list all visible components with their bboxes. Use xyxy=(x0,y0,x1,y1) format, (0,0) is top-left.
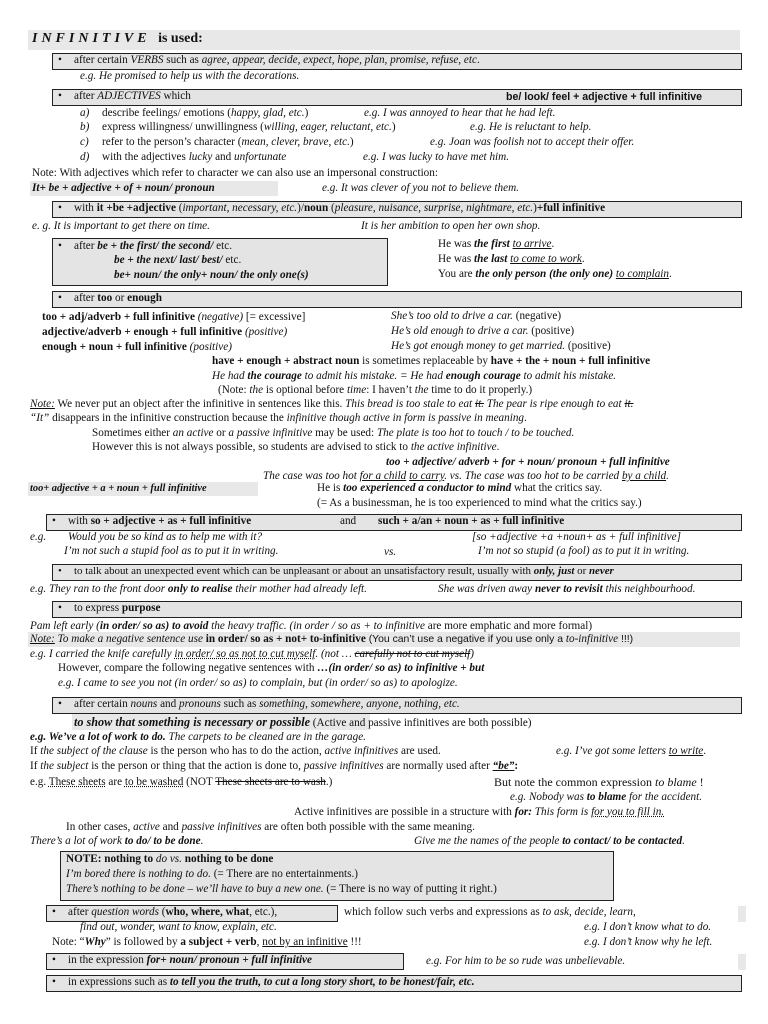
section-first-heading: • after be + the first/ the second/ etc. xyxy=(58,240,233,252)
section-for-heading: • in the expression for+ noun/ pronoun + full infinitive xyxy=(52,954,312,966)
section-too-heading: • after too or enough xyxy=(58,292,162,304)
so-vs: vs. xyxy=(384,546,397,558)
too-example-3: He’s got enough money to get married. (positive) xyxy=(391,340,611,352)
it-be-example-1: e. g. It is important to get there on time. xyxy=(32,220,210,232)
active-subject-rule: If the subject of the clause is the person who has to do the action, active infinitives are used. xyxy=(30,745,441,757)
it-disappears: “It” disappears in the infinitive construction because the infinitive though active in form is passive in meaning. xyxy=(30,412,527,424)
sheets-example: e.g. These sheets are to be washed (NOT These sheets are to wash.) xyxy=(30,776,333,788)
so-and: and xyxy=(340,515,357,527)
first-line-3: be+ noun/ the only+ noun/ the only one(s) xyxy=(114,269,309,281)
passive-subject-rule: If the subject is the person or thing that the action is done to, passive infinitives are normally used after “be”: xyxy=(30,760,519,772)
first-line-2: be + the next/ last/ best/ etc. xyxy=(114,254,242,266)
purpose-example: Pam left early (in order/ so as) to avoid the heavy traffic. (in order / so as + to infinitive are more emphatic and more formal) xyxy=(30,620,593,632)
unexpected-example-1: e.g. They ran to the front door only to realise their mother had already left. xyxy=(30,583,367,595)
adj-item-b: b) express willingness/ unwillingness (willing, eager, reluctant, etc.) xyxy=(80,121,396,133)
so-example-2: I’m not so stupid (a fool) as to put it in writing. xyxy=(478,545,690,557)
adj-item-c-example: e.g. Joan was foolish not to accept their offer. xyxy=(430,136,635,148)
first-example-1: He was the first to arrive. xyxy=(438,238,555,250)
section-purpose-heading: • to express purpose xyxy=(58,602,161,614)
letters-example: e.g. I’ve got some letters to write. xyxy=(556,745,707,757)
adj-item-a: a) describe feelings/ emotions (happy, glad, etc.) xyxy=(80,107,309,119)
why-note: Note: “Why” is followed by a subject + verb, not by an infinitive !!! xyxy=(52,936,362,948)
purpose-note: Note: To make a negative sentence use in order/ so as + not+ to-infinitive (You can’t use a negative if you use only a to-infinitive !!!) xyxy=(30,633,634,645)
adj-item-d-example: e.g. I was lucky to have met him. xyxy=(363,151,510,163)
section-so-heading: • with so + adjective + as + full infinitive xyxy=(52,515,252,527)
too-formula-3: enough + noun + full infinitive (positive) xyxy=(42,341,232,353)
section-question-heading: • after question words (who, where, what, etc.), xyxy=(52,906,278,918)
active-passive-note: Sometimes either an active or a passive infinitive may be used: The plate is too hot to touch / to be touched. xyxy=(92,427,575,439)
so-example-1: Would you be so kind as to help me with it? xyxy=(68,531,263,543)
question-bar-end xyxy=(738,906,746,922)
show-necessary: to show that something is necessary or possible (Active and passive infinitives are both possible) xyxy=(74,715,532,729)
adj-item-a-example: e.g. I was annoyed to hear that he had left. xyxy=(364,107,556,119)
both-possible-note: In other cases, active and passive infinitives are often both possible with the same meaning. xyxy=(66,821,475,833)
first-example-3: You are the only person (the only one) to complain. xyxy=(438,268,672,280)
knife-example: e.g. I carried the knife carefully in order/ so as not to cut myself. (not … carefully not to cut myself) xyxy=(30,648,475,660)
work-to-do-example: There’s a lot of work to do/ to be done. xyxy=(30,835,204,847)
for-example: e.g. For him to be so rude was unbelievable. xyxy=(426,955,626,967)
active-for-note: Active infinitives are possible in a structure with for: This form is for you to fill in. xyxy=(294,806,665,818)
why-example: e.g. I don’t know why he left. xyxy=(584,936,713,948)
for-bar-end xyxy=(738,954,746,970)
impersonal-formula: It+ be + adjective + of + noun/ pronoun xyxy=(32,182,215,194)
so-example-label: e.g. xyxy=(30,531,47,543)
businessman-example: (= As a businessman, he is too experienced to mind what the critics say.) xyxy=(317,497,642,509)
too-example-1: She’s too old to drive a car. (negative) xyxy=(391,310,562,322)
so-example-1-rule: [so +adjective +a +noun+ as + full infinitive] xyxy=(472,531,681,543)
question-verbs-2: find out, wonder, want to know, explain, etc. xyxy=(80,921,277,933)
courage-example: He had the courage to admit his mistake. = He had enough courage to admit his mistake. xyxy=(212,370,617,382)
too-a-formula: too+ adjective + a + noun + full infinitive xyxy=(30,483,207,494)
section-adjectives-heading: • after ADJECTIVES which xyxy=(58,90,191,102)
title-rest: is used: xyxy=(158,31,203,46)
blame-example: e.g. Nobody was to blame for the accident. xyxy=(510,791,703,803)
it-be-example-2: It is her ambition to open her own shop. xyxy=(361,220,541,232)
stick-active-note: However this is not always possible, so students are advised to stick to the active infinitive. xyxy=(92,441,500,453)
too-for-formula: too + adjective/ adverb + for + noun/ pronoun + full infinitive xyxy=(386,456,670,468)
apologize-example: e.g. I came to see you not (in order/ so as) to complain, but (in order/ so as) to apologize. xyxy=(58,677,458,689)
such-example: I’m not such a stupid fool as to put it in writing. xyxy=(64,545,279,557)
adj-item-b-example: e.g. He is reluctant to help. xyxy=(470,121,592,133)
adj-item-d: d) with the adjectives lucky and unfortunate xyxy=(80,151,287,163)
unexpected-example-2: She was driven away never to revisit this neighbourhood. xyxy=(438,583,696,595)
work-example: e.g. We’ve a lot of work to do. The carpets to be cleaned are in the garage. xyxy=(30,731,366,743)
blame-note: But note the common expression to blame ! xyxy=(494,775,704,789)
nothing-to-be-done-example: There’s nothing to be done – we’ll have to buy a new one. (= There is no way of putting it right.) xyxy=(66,883,497,895)
section-verbs-heading: • after certain VERBS such as agree, appear, decide, expect, hope, plan, promise, refuse, etc. xyxy=(58,54,480,66)
page-title xyxy=(32,31,203,48)
section-unexpected-heading: • to talk about an unexpected event which can be unpleasant or about an unsatisfactory result, usually with only, just or never xyxy=(58,565,614,577)
adjectives-rule: be/ look/ feel + adjective + full infinitive xyxy=(506,91,703,103)
enough-replace: have + enough + abstract noun is sometimes replaceable by have + the + noun + full infinitive xyxy=(212,355,651,367)
too-formula-1: too + adj/adverb + full infinitive (negative) [= excessive] xyxy=(42,311,306,323)
section-it-be-heading: • with it +be +adjective (important, necessary, etc.)/noun (pleasure, nuisance, surprise, nightmare, etc.)+full infinitive xyxy=(58,202,606,214)
impersonal-example: e.g. It was clever of you not to believe them. xyxy=(322,182,519,194)
section-expressions-heading: • in expressions such as to tell you the truth, to cut a long story short, to be honest/fair, etc. xyxy=(52,976,475,988)
question-verbs: which follow such verbs and expressions as to ask, decide, learn, xyxy=(344,906,636,918)
verbs-example: e.g. He promised to help us with the decorations. xyxy=(80,70,300,82)
object-note: Note: We never put an object after the infinitive in sentences like this. This bread is too stale to eat it. The pear is ripe enough to eat it. xyxy=(30,398,634,410)
contact-example: Give me the names of the people to contact/ to be contacted. xyxy=(414,835,685,847)
adj-item-c: c) refer to the person’s character (mean, clever, brave, etc.) xyxy=(80,136,354,148)
optional-the-note: (Note: the is optional before time: I haven’t the time to do it properly.) xyxy=(218,384,533,396)
title-word: INFINITIVE xyxy=(32,31,151,46)
too-formula-2: adjective/adverb + enough + full infinitive (positive) xyxy=(42,326,288,338)
first-example-2: He was the last to come to work. xyxy=(438,253,585,265)
what-to-do-example: e.g. I don’t know what to do. xyxy=(584,921,712,933)
case-example: The case was too hot for a child to carry. vs. The case was too hot to be carried by a child. xyxy=(263,470,669,482)
such-formula: such + a/an + noun + as + full infinitive xyxy=(378,515,565,527)
nothing-note-title: NOTE: nothing to do vs. nothing to be done xyxy=(66,853,274,865)
too-example-2: He’s old enough to drive a car. (positive) xyxy=(391,325,575,337)
negative-compare: However, compare the following negative sentences with …(in order/ so as) to infinitive + but xyxy=(58,662,485,674)
nothing-to-do-example: I’m bored there is nothing to do. (= There are no entertainments.) xyxy=(66,868,359,880)
section-nouns-heading: • after certain nouns and pronouns such as something, somewhere, anyone, nothing, etc. xyxy=(58,698,460,710)
adjectives-note: Note: With adjectives which refer to character we can also use an impersonal construction: xyxy=(32,167,438,179)
conductor-example: He is too experienced a conductor to mind what the critics say. xyxy=(317,482,603,494)
